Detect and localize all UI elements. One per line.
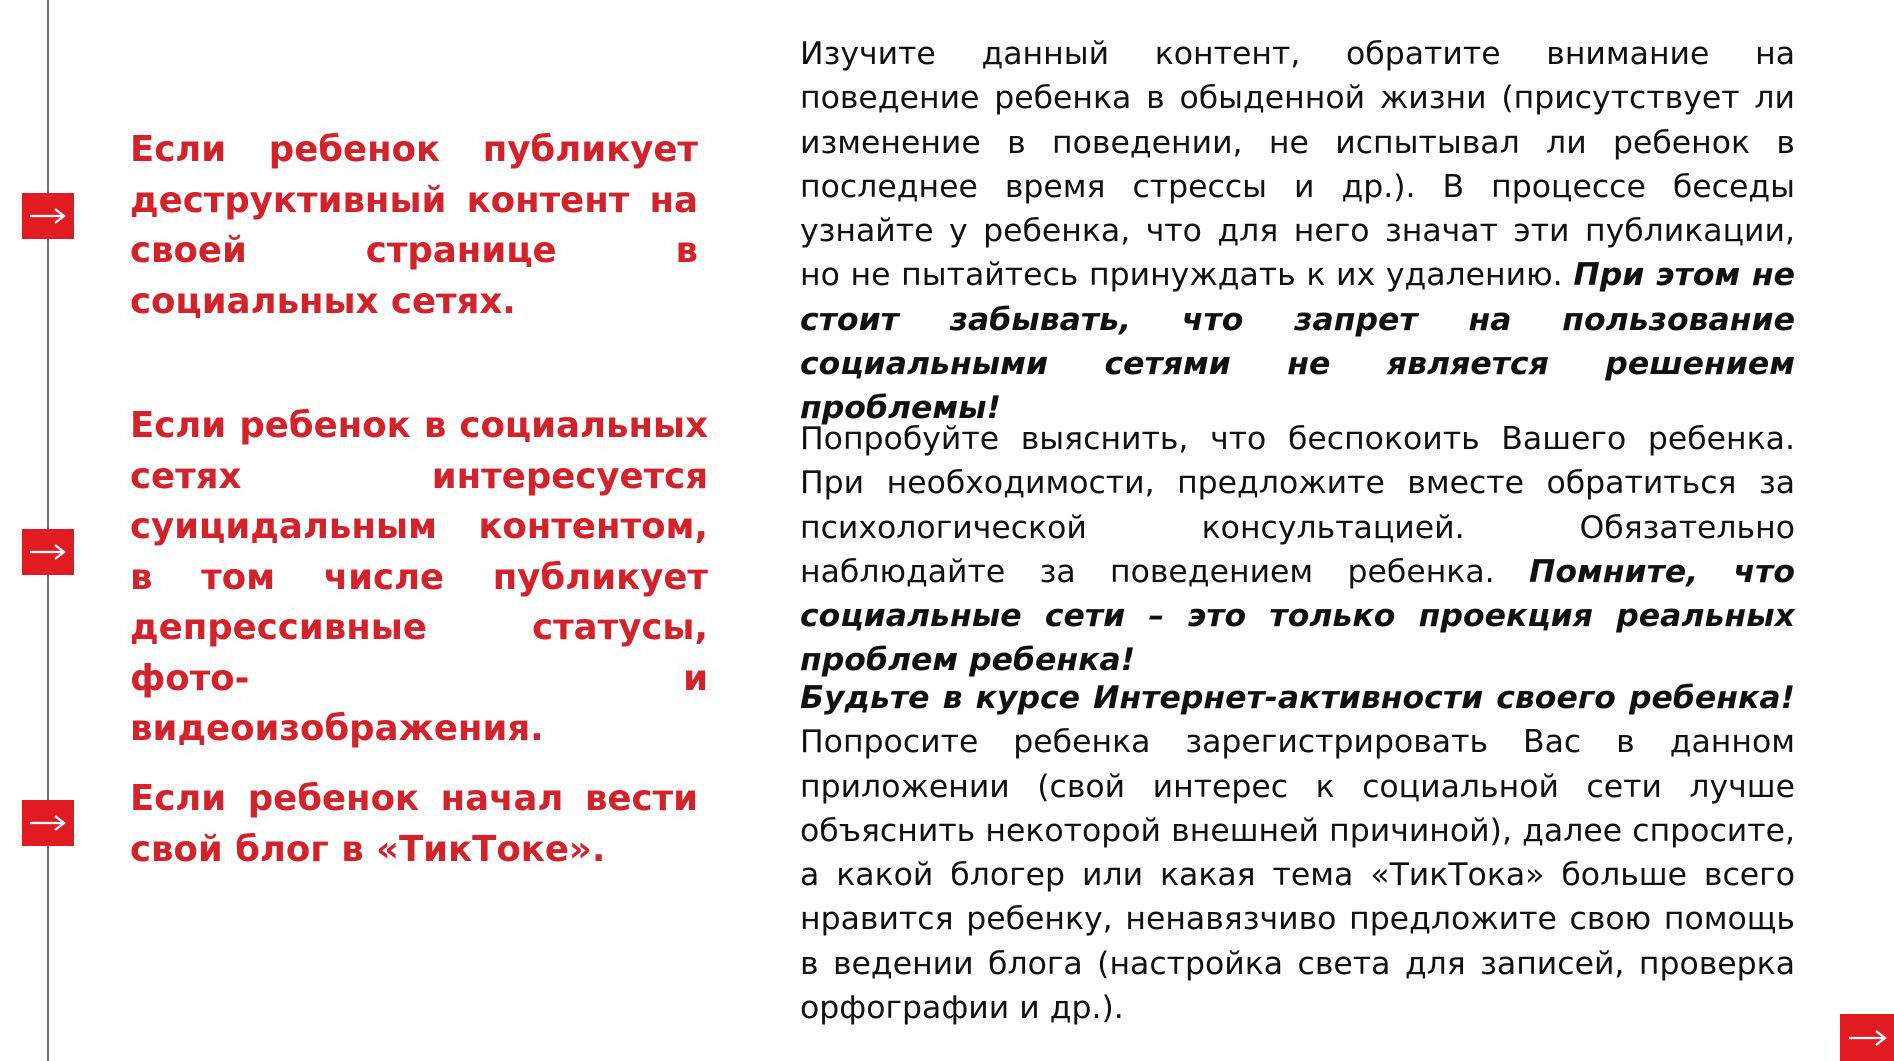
next-page-button[interactable] bbox=[1840, 1014, 1894, 1061]
paragraph-1-emphasis: При этом не стоит забывать, что запрет на пользование социальными сетями не является решением проблемы! bbox=[800, 257, 1795, 427]
arrow-right-icon bbox=[1847, 1028, 1889, 1048]
right-paragraph-3 bbox=[800, 676, 1795, 1030]
left-item-2: Если ребенок в социальных сетях интересуется суицидальным контентом, в том числе публикует депрессивные статусы, фото- и видеоизображения. bbox=[130, 405, 708, 749]
paragraph-1-text: Изучите данный контент, обратите внимание на поведение ребенка в обыденной жизни (присутствует ли изменение в поведении, не испытывал ли ребенок в последнее время стрессы и др.). В процессе беседы узнайте у ребенка, что для него значат эти публикации, но не пытайтесь принуждать к их удалению. bbox=[800, 36, 1795, 294]
paragraph-2-emphasis: Помните, что социальные сети – это только проекция реальных проблем ребенка! bbox=[800, 553, 1796, 679]
right-paragraph-2 bbox=[800, 417, 1795, 683]
arrow-right-icon bbox=[28, 207, 68, 225]
arrow-marker-3 bbox=[22, 800, 74, 846]
paragraph-3-emphasis: Будьте в курсе Интернет-активности своего ребенка! bbox=[800, 680, 1795, 716]
arrow-right-icon bbox=[28, 543, 68, 561]
paragraph-3-text: Попросите ребенка зарегистрировать Вас в данном приложении (свой интерес к социальной сети лучше объяснить некоторой внешней причиной), далее спросите, а какой блогер или какая тема «ТикТока» больше всего нравится ребенку, ненавязчиво предложите свою помощь в ведении блога (настройка света для записей, проверка орфографии и др.). bbox=[800, 724, 1795, 1027]
right-paragraph-1 bbox=[800, 32, 1795, 431]
arrow-marker-2 bbox=[22, 529, 74, 575]
left-item-1: Если ребенок публикует деструктивный контент на своей странице в социальных сетях. bbox=[130, 129, 698, 322]
arrow-right-icon bbox=[28, 814, 68, 832]
paragraph-2-text: Попробуйте выяснить, что беспокоить Вашего ребенка. При необходимости, предложите вместе обратиться за психологической консультацией. Обязательно наблюдайте за поведением ребенка. bbox=[800, 421, 1795, 590]
arrow-marker-1 bbox=[22, 193, 74, 239]
left-item-3: Если ребенок начал вести свой блог в «ТикТоке». bbox=[130, 778, 698, 870]
